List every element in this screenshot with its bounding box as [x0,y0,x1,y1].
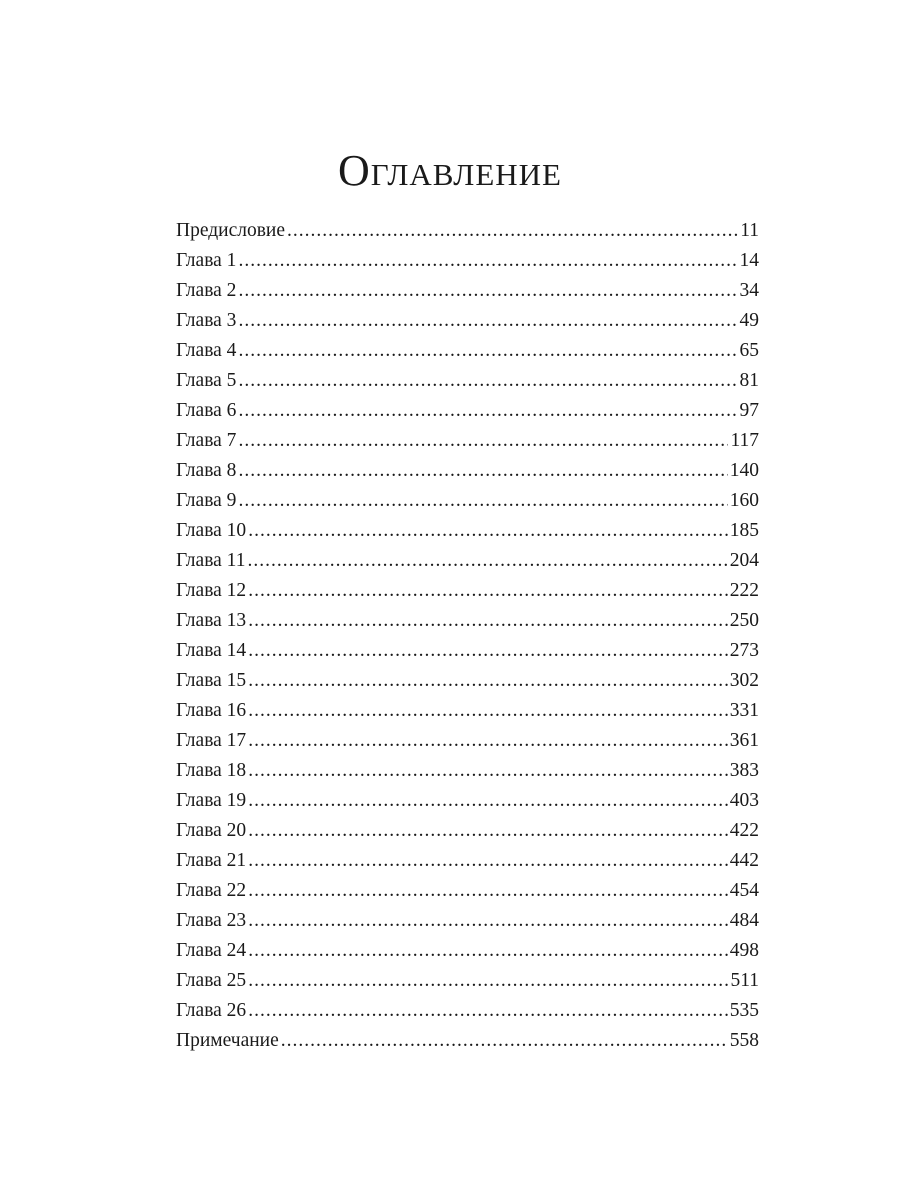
toc-entry-label: Глава 19 [176,790,247,811]
toc-entry-label: Глава 21 [176,850,247,871]
toc-dot-leader [248,696,728,726]
toc-entry[interactable] [176,486,759,516]
toc-entry-label: Глава 3 [176,310,237,331]
toc-entry[interactable] [176,876,759,906]
toc-entry-page-number: 34 [739,280,759,301]
toc-dot-leader [248,606,728,636]
toc-entry-page-number: 65 [739,340,759,361]
toc-dot-leader [238,366,737,396]
toc-entry[interactable] [176,846,759,876]
toc-entry-page-number: 422 [729,820,759,841]
toc-entry-label: Глава 1 [176,250,237,271]
toc-dot-leader [287,216,738,246]
toc-dot-leader [248,876,728,906]
toc-entry-label: Глава 15 [176,670,247,691]
toc-entry-label: Глава 14 [176,640,247,661]
toc-entry-page-number: 222 [729,580,759,601]
toc-entry-page-number: 484 [729,910,759,931]
toc-dot-leader [248,726,728,756]
toc-dot-leader [248,846,728,876]
toc-dot-leader [238,456,727,486]
toc-entry-label: Глава 4 [176,340,237,361]
toc-entry[interactable] [176,666,759,696]
toc-entry[interactable] [176,366,759,396]
toc-dot-leader [248,996,728,1026]
toc-dot-leader [248,756,728,786]
toc-entry-page-number: 403 [729,790,759,811]
toc-dot-leader [238,486,727,516]
toc-entry-page-number: 535 [729,1000,759,1021]
toc-entry[interactable] [176,396,759,426]
toc-entry-label: Примечание [176,1030,279,1051]
toc-entry[interactable] [176,426,759,456]
toc-entry-page-number: 383 [729,760,759,781]
toc-entry-label: Глава 12 [176,580,247,601]
toc-entry-label: Глава 9 [176,490,237,511]
toc-entry-page-number: 511 [730,970,759,991]
toc-entry-page-number: 117 [730,430,759,451]
page-title: Оглавление [338,146,562,195]
toc-dot-leader [248,906,728,936]
toc-entry-label: Глава 18 [176,760,247,781]
toc-entry-page-number: 14 [739,250,759,271]
toc-dot-leader [248,636,728,666]
toc-dot-leader [248,576,728,606]
toc-entry-page-number: 498 [729,940,759,961]
toc-entry-label: Предисловие [176,220,286,241]
toc-entry-label: Глава 6 [176,400,237,421]
toc-entry[interactable] [176,576,759,606]
toc-dot-leader [248,966,728,996]
toc-dot-leader [238,396,737,426]
toc-entry-page-number: 185 [729,520,759,541]
toc-dot-leader [238,336,737,366]
toc-entry-label: Глава 26 [176,1000,247,1021]
toc-entry-page-number: 250 [729,610,759,631]
toc-entry-label: Глава 13 [176,610,247,631]
toc-entry-page-number: 273 [729,640,759,661]
toc-dot-leader [248,816,728,846]
toc-entry[interactable] [176,636,759,666]
toc-dot-leader [238,426,728,456]
toc-dot-leader [248,516,728,546]
toc-entry-label: Глава 16 [176,700,247,721]
toc-dot-leader [248,786,728,816]
toc-entry[interactable] [176,756,759,786]
toc-entry[interactable] [176,336,759,366]
toc-entry[interactable] [176,786,759,816]
toc-entry-label: Глава 7 [176,430,237,451]
toc-entry-label: Глава 17 [176,730,247,751]
toc-entry[interactable] [176,996,759,1026]
toc-entry-label: Глава 8 [176,460,237,481]
toc-dot-leader [238,306,737,336]
toc-dot-leader [238,276,737,306]
toc-entry-label: Глава 23 [176,910,247,931]
toc-entry[interactable] [176,816,759,846]
toc-entry[interactable] [176,216,759,246]
toc-entry[interactable] [176,276,759,306]
toc-entry-label: Глава 25 [176,970,247,991]
toc-dot-leader [238,246,737,276]
toc-entry-page-number: 454 [729,880,759,901]
toc-entry[interactable] [176,246,759,276]
toc-entry-page-number: 302 [729,670,759,691]
toc-entry[interactable] [176,936,759,966]
toc-entry-label: Глава 11 [176,550,246,571]
toc-entry-page-number: 81 [739,370,759,391]
toc-entry-page-number: 204 [729,550,759,571]
toc-entry[interactable] [176,906,759,936]
toc-dot-leader [248,936,728,966]
toc-dot-leader [281,1026,728,1056]
toc-entry[interactable] [176,966,759,996]
toc-entry[interactable] [176,516,759,546]
toc-entry-page-number: 160 [729,490,759,511]
toc-entry[interactable] [176,546,759,576]
toc-entry[interactable] [176,456,759,486]
toc-entry-label: Глава 10 [176,520,247,541]
toc-entry-page-number: 140 [729,460,759,481]
toc-entry[interactable] [176,306,759,336]
toc-entry-page-number: 361 [729,730,759,751]
toc-entry-label: Глава 24 [176,940,247,961]
toc-entry-page-number: 331 [729,700,759,721]
toc-entry[interactable] [176,696,759,726]
toc-dot-leader [247,546,727,576]
toc-dot-leader [248,666,728,696]
toc-entry-page-number: 11 [740,220,759,241]
toc-entry-label: Глава 22 [176,880,247,901]
toc-entry[interactable] [176,1026,759,1056]
toc-entry-page-number: 49 [739,310,759,331]
toc-entry-label: Глава 5 [176,370,237,391]
toc-entry-page-number: 558 [729,1030,759,1051]
toc-entry-label: Глава 2 [176,280,237,301]
toc-entry[interactable] [176,726,759,756]
toc-entry-label: Глава 20 [176,820,247,841]
toc-entry-page-number: 442 [729,850,759,871]
toc-entry[interactable] [176,606,759,636]
table-of-contents [176,216,759,1056]
toc-entry-page-number: 97 [739,400,759,421]
